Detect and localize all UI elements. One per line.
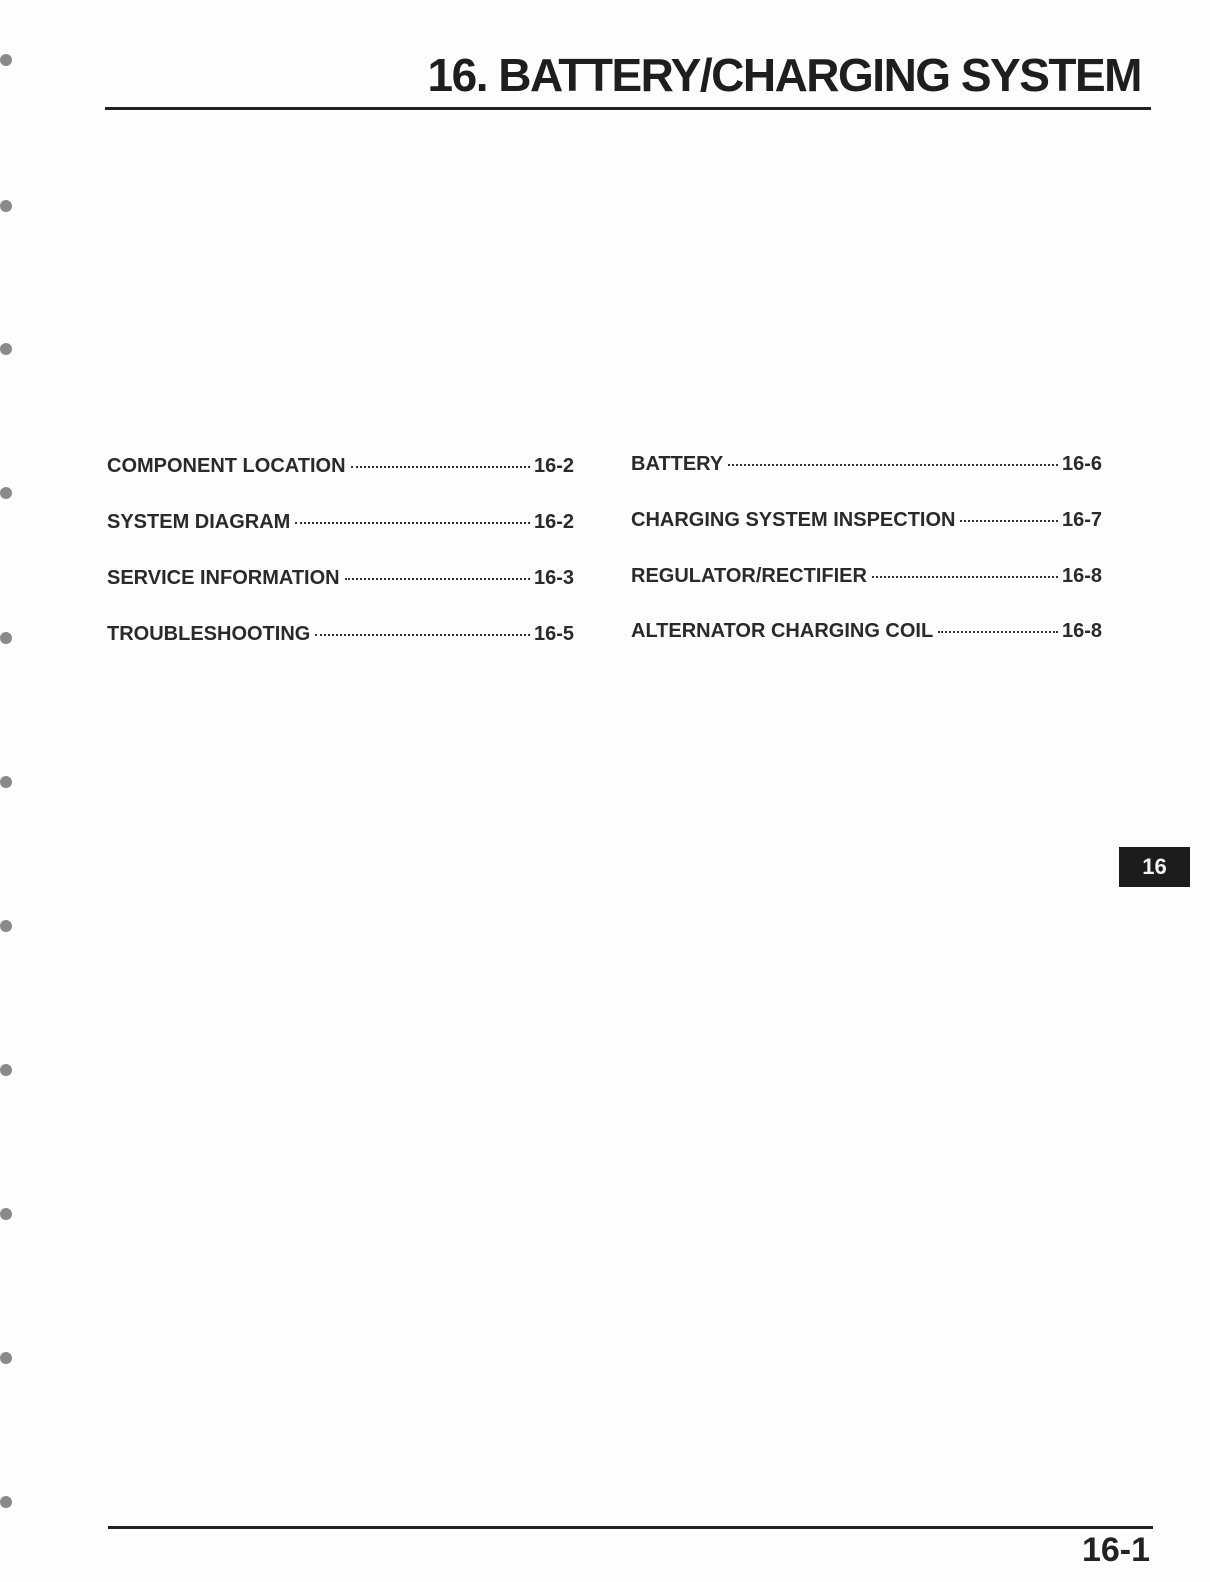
dot-leader	[345, 578, 530, 580]
toc-entry-component-location[interactable]	[107, 455, 574, 481]
binder-hole	[0, 1352, 12, 1364]
dot-leader	[728, 464, 1058, 466]
toc-entry-label: ALTERNATOR CHARGING COIL	[631, 620, 934, 642]
binder-hole	[0, 1208, 12, 1220]
toc-entry-system-diagram[interactable]	[107, 511, 574, 537]
binder-hole	[0, 200, 12, 212]
section-tab: 16	[1119, 847, 1190, 887]
toc-entry-label: COMPONENT LOCATION	[107, 455, 346, 477]
binder-hole	[0, 1064, 12, 1076]
toc-entry-label: SERVICE INFORMATION	[107, 567, 340, 589]
page-number: 16-1	[1081, 1531, 1150, 1569]
toc-entry-page: 16-2	[533, 455, 574, 477]
dot-leader	[938, 631, 1058, 633]
toc-entry-page: 16-6	[1061, 453, 1102, 475]
title-rule	[105, 107, 1151, 110]
toc-entry-page: 16-8	[1061, 620, 1102, 642]
toc-entry-service-information[interactable]	[107, 567, 574, 593]
toc-entry-page: 16-2	[533, 511, 574, 533]
toc-entry-page: 16-3	[533, 567, 574, 589]
toc-entry-troubleshooting[interactable]	[107, 623, 574, 649]
toc-entry-charging-system-inspection[interactable]	[631, 509, 1102, 535]
toc-entry-label: CHARGING SYSTEM INSPECTION	[631, 509, 956, 531]
binder-hole	[0, 1496, 12, 1508]
toc-entry-label: SYSTEM DIAGRAM	[107, 511, 291, 533]
binder-hole	[0, 54, 12, 66]
binder-hole	[0, 920, 12, 932]
binder-hole	[0, 487, 12, 499]
dot-leader	[295, 522, 530, 524]
dot-leader	[960, 520, 1057, 522]
toc-entry-alternator-charging-coil[interactable]	[631, 620, 1102, 646]
toc-entry-label: REGULATOR/RECTIFIER	[631, 565, 867, 587]
dot-leader	[872, 576, 1058, 578]
dot-leader	[315, 634, 530, 636]
footer-rule	[108, 1526, 1153, 1529]
binder-hole	[0, 632, 12, 644]
binder-hole	[0, 343, 12, 355]
toc-entry-page: 16-8	[1061, 565, 1102, 587]
toc-entry-label: BATTERY	[631, 453, 724, 475]
toc-entry-regulator-rectifier[interactable]	[631, 565, 1102, 591]
binder-hole	[0, 776, 12, 788]
toc-entry-label: TROUBLESHOOTING	[107, 623, 311, 645]
chapter-title: 16. BATTERY/CHARGING SYSTEM	[427, 49, 1141, 101]
dot-leader	[351, 466, 530, 468]
toc-entry-battery[interactable]	[631, 453, 1102, 479]
toc-entry-page: 16-5	[533, 623, 574, 645]
toc-entry-page: 16-7	[1061, 509, 1102, 531]
